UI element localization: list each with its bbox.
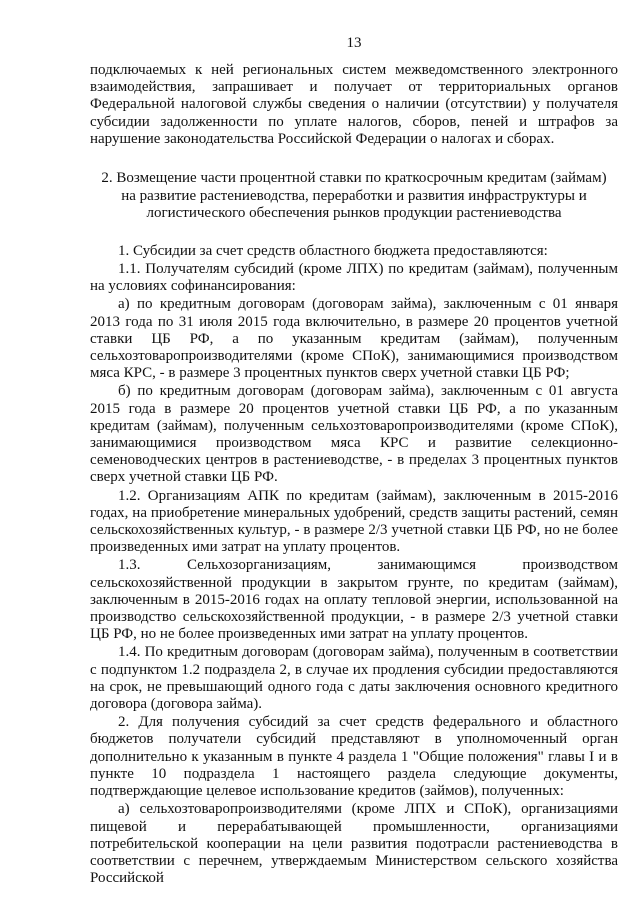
paragraph-1-4: 1.4. По кредитным договорам (договорам займа), полученным в соответствии с подпунктом 1.2 подраздела 2, в случае их продления субсидии предоставляются на срок, не превышающий одного года с даты заключения основного кредитного договора (договора займа). xyxy=(90,644,618,713)
section-title: 2. Возмещение части процентной ставки по краткосрочным кредитам (займам) на развитие растениеводства, переработки и развития инфраструктуры и логистического обеспечения рынков продукции растениеводства xyxy=(101,170,607,222)
paragraph-1-1: 1.1. Получателям субсидий (кроме ЛПХ) по кредитам (займам), полученным на условиях софинансирования: xyxy=(90,261,618,295)
paragraph-1-2: 1.2. Организациям АПК по кредитам (займам), заключенным в 2015-2016 годах, на приобретение минеральных удобрений, средств защиты растений, семян сельскохозяйственных культур, - в размере 2/3 учетной ставки ЦБ РФ, но не более произведенных ими затрат на уплату процентов. xyxy=(90,487,618,556)
paragraph-1-3: 1.3. Сельхозорганизациям, занимающимся производством сельскохозяйственной продукции в закрытом грунте, по кредитам (займам), заключенным в 2015-2016 годах на оплату тепловой энергии, использованной на производство сельскохозяйственной продукции, - в размере 2/3 учетной ставки ЦБ РФ, но не более произведенных ими затрат на уплату процентов. xyxy=(90,557,618,643)
paragraph-2: 2. Для получения субсидий за счет средств федерального и областного бюджетов получатели субсидий представляют в уполномоченный орган дополнительно к указанным в пункте 4 раздела 1 "Общие положения" главы I и в пункте 10 подраздела 1 настоящего раздела следующие документы, подтверждающие целевое использование кредитов (займов), полученных: xyxy=(90,714,618,800)
paragraph-1-1-b: б) по кредитным договорам (договорам займа), заключенным с 01 августа 2015 года в размере 20 процентов учетной ставки ЦБ РФ, а по указанным кредитам (займам), полученным сельхозтоваропроизводителями (кроме СПоК), занимающимися производством мяса КРС и развитие селекционно-семеноводческих центров в растениеводстве, - в пределах 3 процентных пунктов сверх учетной ставки ЦБ РФ. xyxy=(90,383,618,486)
intro-paragraph: подключаемых к ней региональных систем межведомственного электронного взаимодействия, запрашивает и получает от территориальных органов Федеральной налоговой службы сведения о наличии (отсутствии) у получателя субсидии задолженности по уплате налогов, сборов, пеней и штрафов за нарушение законодательства Российской Федерации о налогах и сборах. xyxy=(90,62,618,147)
paragraph-1-1-a: а) по кредитным договорам (договорам займа), заключенным с 01 января 2013 года по 31 июля 2015 года включительно, в размере 20 процентов учетной ставки ЦБ РФ, а по указанным кредитам (займам), полученным сельхозтоваропроизводителями (кроме СПоК), занимающимися производством мяса КРС, - в размере 3 процентных пунктов сверх учетной ставки ЦБ РФ; xyxy=(90,296,618,382)
paragraph-2-a: а) сельхозтоваропроизводителями (кроме ЛПХ и СПоК), организациями пищевой и перерабатывающей промышленности, организациями потребительской кооперации на цели развития подотрасли растениеводства в соответствии с перечнем, утверждаемым Министерством сельского хозяйства Российской xyxy=(90,801,618,887)
paragraph-1: 1. Субсидии за счет средств областного бюджета предоставляются: xyxy=(118,242,548,259)
page-number: 13 xyxy=(346,35,362,51)
